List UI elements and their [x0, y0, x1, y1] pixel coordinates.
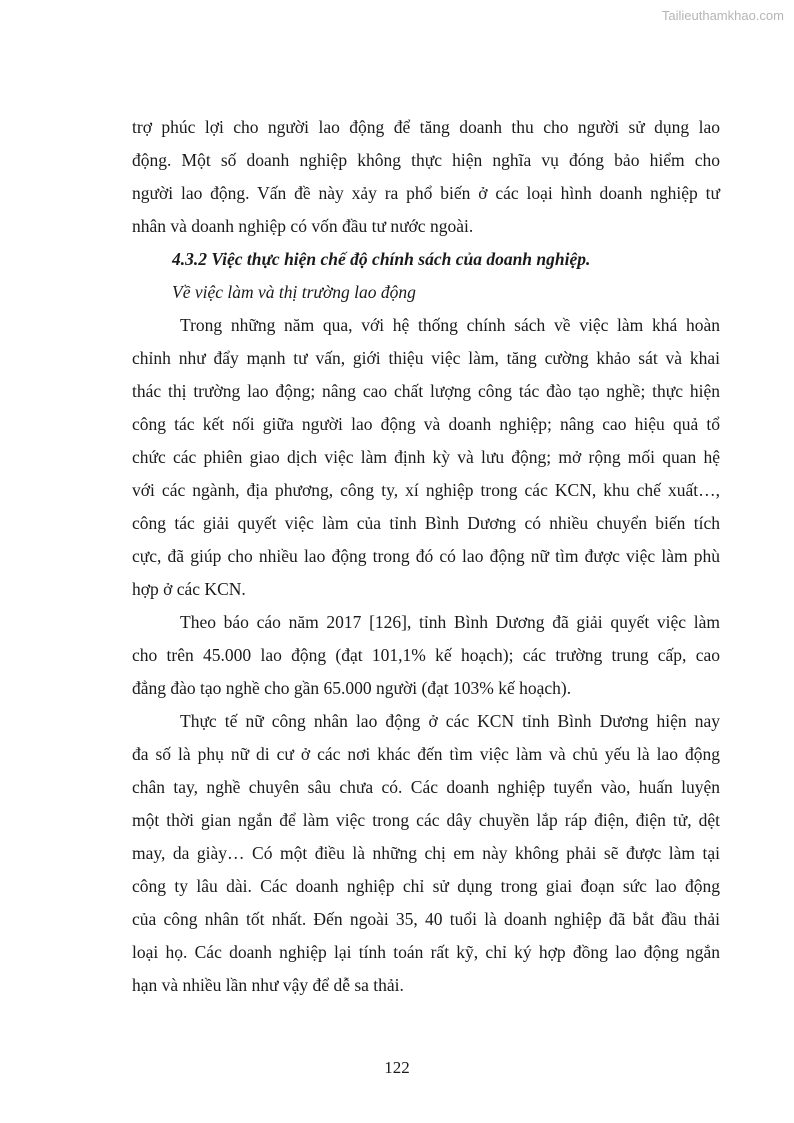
text-line: trợ phúc lợi cho người lao động để tăng doanh thu cho người sử dụng lao [132, 117, 720, 137]
text-line: loại họ. Các doanh nghiệp lại tính toán rất kỹ, chỉ ký hợp đồng lao động ngắn [132, 942, 720, 962]
text-line: hợp ở các KCN. [132, 579, 246, 599]
page-body [132, 111, 720, 1002]
text-line: cho trên 45.000 lao động (đạt 101,1% kế hoạch); các trường trung cấp, cao [132, 645, 720, 665]
text-line: công tác giải quyết việc làm của tỉnh Bình Dương có nhiều chuyển biến tích [132, 513, 720, 533]
text-line: chân tay, nghề chuyên sâu chưa có. Các doanh nghiệp tuyển vào, huấn luyện [132, 777, 720, 797]
text-line: Trong những năm qua, với hệ thống chính sách về việc làm khá hoàn [180, 315, 720, 335]
text-line: công tác kết nối giữa người lao động và doanh nghiệp; nâng cao hiệu quả tổ [132, 414, 720, 434]
text-line: người lao động. Vấn đề này xảy ra phổ biến ở các loại hình doanh nghiệp tư [132, 183, 720, 203]
text-line: thác thị trường lao động; nâng cao chất lượng công tác đào tạo nghề; thực hiện [132, 381, 720, 401]
text-line: Thực tế nữ công nhân lao động ở các KCN tỉnh Bình Dương hiện nay [180, 711, 720, 731]
text-line: với các ngành, địa phương, công ty, xí nghiệp trong các KCN, khu chế xuất…, [132, 480, 720, 500]
text-line: đẳng đào tạo nghề cho gần 65.000 người (đạt 103% kế hoạch). [132, 678, 572, 698]
subsection-title: Về việc làm và thị trường lao động [172, 282, 416, 302]
page-number: 122 [384, 1058, 410, 1077]
text-line: đa số là phụ nữ di cư ở các nơi khác đến tìm việc làm và chủ yếu là lao động [132, 744, 720, 764]
text-line: một thời gian ngắn để làm việc trong các dây chuyền lắp ráp điện, điện tử, dệt [132, 810, 720, 830]
text-line: công ty lâu dài. Các doanh nghiệp chỉ sử dụng trong giai đoạn sức lao động [132, 876, 720, 896]
text-line: của công nhân tốt nhất. Đến ngoài 35, 40 tuổi là doanh nghiệp đã bắt đầu thải [132, 909, 720, 929]
text-line: may, da giày… Có một điều là những chị em này không phải sẽ được làm tại [132, 843, 720, 863]
text-line: Theo báo cáo năm 2017 [126], tỉnh Bình Dương đã giải quyết việc làm [180, 612, 720, 632]
text-line: động. Một số doanh nghiệp không thực hiện nghĩa vụ đóng bảo hiểm cho [132, 150, 720, 170]
text-line: nhân và doanh nghiệp có vốn đầu tư nước ngoài. [132, 216, 474, 236]
text-line: chỉnh như đẩy mạnh tư vấn, giới thiệu việc làm, tăng cường khảo sát và khai [132, 348, 720, 368]
text-line: chức các phiên giao dịch việc làm định kỳ và lưu động; mở rộng mối quan hệ [132, 447, 720, 467]
text-line: hạn và nhiều lần như vậy để dễ sa thải. [132, 975, 404, 995]
text-line: cực, đã giúp cho nhiều lao động trong đó có lao động nữ tìm được việc làm phù [132, 546, 720, 566]
watermark: Tailieuthamkhao.com [661, 8, 784, 23]
section-heading: 4.3.2 Việc thực hiện chế độ chính sách của doanh nghiệp. [172, 249, 591, 269]
